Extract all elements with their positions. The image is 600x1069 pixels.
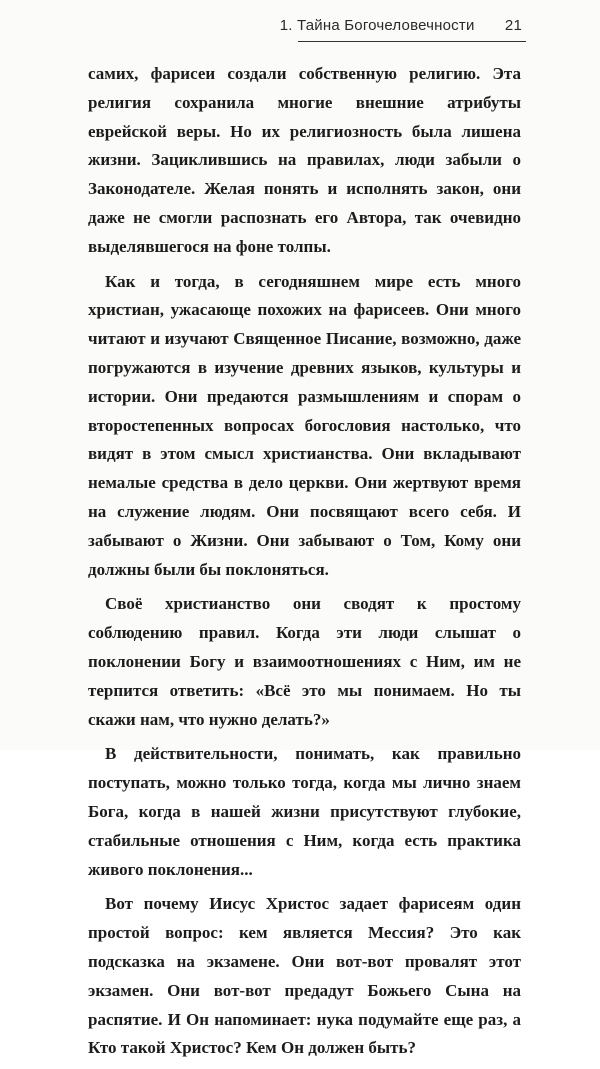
paragraph: Как и тогда, в сегодняшнем мире есть много христиан, ужасающе похожих на фарисеев. Они много читают и изучают Священное Писание, возможно, даже погружаются в изучение древних языков, культуры и истории. Они предаются размышлениям и спорам о второстепенных вопросах богословия настолько, что видят в этом смысл христианства. Они вкладывают немалые средства в дело церкви. Они жертвуют время на служение людям. Они посвящают всего себя. И забывают о Жизни. Они забывают о Том, Кому они должны были бы поклоняться. <box>88 271 521 579</box>
body-text <box>88 60 521 1069</box>
running-header <box>280 17 522 34</box>
paragraph: В действительности, понимать, как правильно поступать, можно только тогда, когда мы лично знаем Бога, когда в нашей жизни присутствуют глубокие, стабильные отношения с Ним, когда есть практика живого поклонения... <box>88 744 521 879</box>
paragraph: самих, фарисеи создали собственную религию. Эта религия сохранила многие внешние атрибуты еврейской веры. Но их религиозность была лишена жизни. Зациклившись на правилах, люди забыли о Законодателе. Желая понять и исполнять закон, они даже не смогли распознать его Автора, так очевидно выделявшегося на фоне толпы. <box>88 64 521 256</box>
paragraph: Вот почему Иисус Христос задает фарисеям один простой вопрос: кем является Мессия? Это как подсказка на экзамене. Они вот-вот провалят этот экзамен. Они вот-вот предадут Божьего Сына на распятие. И Он напоминает: нука подумайте еще раз, а Кто такой Христос? Кем Он должен быть? <box>88 894 521 1058</box>
page-number: 21 <box>504 17 522 34</box>
header-rule <box>298 41 526 42</box>
chapter-title: 1. Тайна Богочеловечности <box>279 17 475 34</box>
paragraph: Своё христианство они сводят к простому соблюдению правил. Когда эти люди слышат о поклонении Богу и взаимоотношениях с Ним, им не терпится ответить: «Всё это мы понимаем. Но ты скажи нам, что нужно делать?» <box>88 594 521 729</box>
